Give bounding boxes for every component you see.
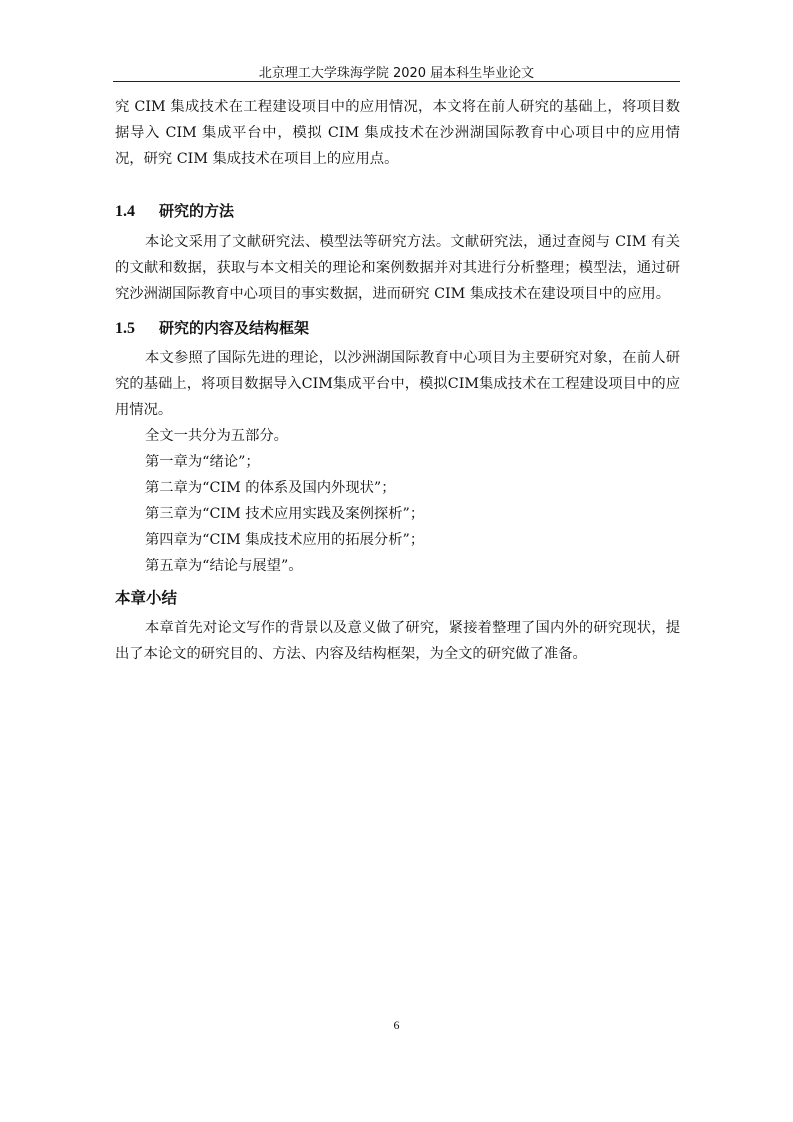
section-number: 1.5 [115,320,135,337]
section-title: 研究的内容及结构框架 [159,319,310,337]
section-title: 研究的方法 [159,202,235,220]
summary-paragraph: 本章首先对论文写作的背景以及意义做了研究，紧接着整理了国内外的研究现状，提出了本论文的研究目的、方法、内容及结构框架，为全文的研究做了准备。 [115,620,680,662]
header-rule [113,81,680,82]
structure-line: 第二章为“CIM 的体系及国内外现状”； [145,480,396,496]
section-heading-1-4 [115,196,680,226]
structure-line: 第三章为“CIM 技术应用实践及案例探析”； [145,506,425,522]
section-number: 1.4 [115,203,135,220]
running-header: 北京理工大学珠海学院 2020 届本科生毕业论文 [258,66,535,81]
summary-heading: 本章小结 [115,589,178,607]
structure-line: 第四章为“CIM 集成技术应用的拓展分析”； [145,532,425,548]
page-body [115,94,680,667]
section-1-4-paragraph: 本论文采用了文献研究法、模型法等研究方法。文献研究法，通过查阅与 CIM 有关的文献和数据，获取与本文相关的理论和案例数据并对其进行分析整理；模型法，通过研究沙洲湖国际教育中心项目的事实数据，进而研究 CIM 集成技术在建设项目中的应用。 [115,234,680,302]
structure-line: 第一章为“绪论”； [145,454,260,470]
intro-paragraph: 究 CIM 集成技术在工程建设项目中的应用情况，本文将在前人研究的基础上，将项目数据导入 CIM 集成平台中，模拟 CIM 集成技术在沙洲湖国际教育中心项目中的应用情况，研究 CIM 集成技术在项目上的应用点。 [115,99,680,167]
page-number: 6 [393,1018,400,1032]
section-heading-1-5 [115,313,680,343]
section-1-5-paragraph: 本文参照了国际先进的理论，以沙洲湖国际教育中心项目为主要研究对象，在前人研究的基础上，将项目数据导入CIM集成平台中，模拟CIM集成技术在工程建设项目中的应用情况。 [115,350,680,418]
structure-line: 第五章为“结论与展望”。 [145,558,303,574]
structure-line: 全文一共分为五部分。 [145,428,288,444]
